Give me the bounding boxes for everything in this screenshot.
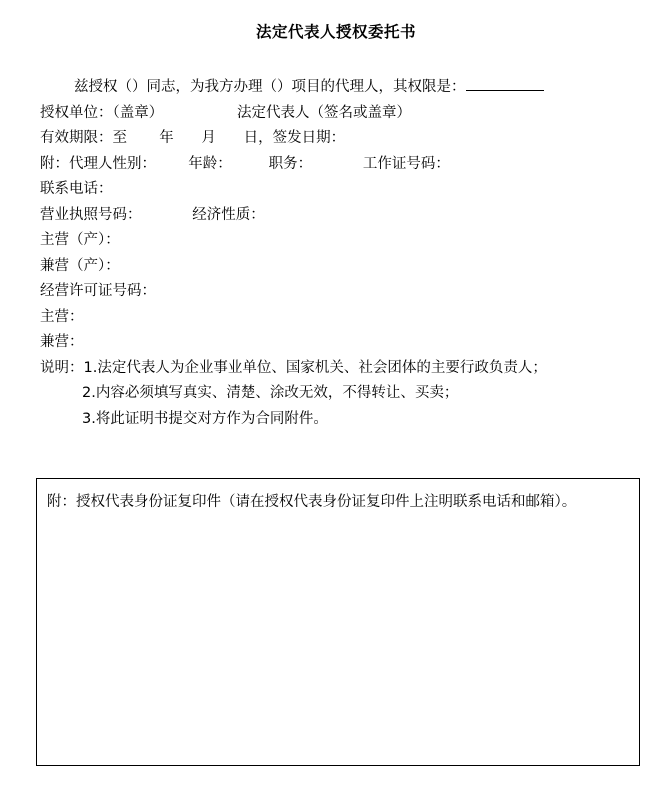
attachment-box bbox=[36, 478, 640, 766]
authorization-line-text: 兹授权（）同志，为我方办理（）项目的代理人，其权限是： bbox=[74, 79, 466, 95]
authorizing-unit-line: 授权单位：（盖章） 法定代表人（签名或盖章） bbox=[40, 104, 411, 121]
authority-blank bbox=[466, 76, 544, 91]
agent-info-line: 附：代理人性别： 年龄： 职务： 工作证号码： bbox=[40, 155, 450, 172]
secondary-business-product-line: 兼营（产）： bbox=[40, 257, 120, 274]
attachment-note: 附：授权代表身份证复印件（请在授权代表身份证复印件上注明联系电话和邮箱）。 bbox=[47, 494, 577, 510]
note-line-1: 说明：1.法定代表人为企业事业单位、国家机关、社会团体的主要行政负责人； bbox=[40, 359, 547, 376]
note-line-2: 2.内容必须填写真实、清楚、涂改无效，不得转让、买卖； bbox=[82, 385, 459, 401]
document-body bbox=[0, 75, 672, 432]
valid-period-line: 有效期限：至 年 月 日，签发日期： bbox=[40, 130, 346, 146]
page-title: 法定代表人授权委托书 bbox=[255, 23, 416, 41]
business-license-line: 营业执照号码： 经济性质： bbox=[40, 206, 265, 223]
note-line-3: 3.将此证明书提交对方作为合同附件。 bbox=[82, 410, 328, 427]
contact-phone-line: 联系电话： bbox=[40, 181, 113, 197]
secondary-business-line: 兼营： bbox=[40, 334, 84, 350]
main-business-product-line: 主营（产）： bbox=[40, 232, 120, 248]
operating-permit-line: 经营许可证号码： bbox=[40, 283, 156, 299]
document-page bbox=[0, 20, 672, 793]
authorization-line bbox=[40, 75, 644, 101]
main-business-line: 主营： bbox=[40, 308, 84, 325]
